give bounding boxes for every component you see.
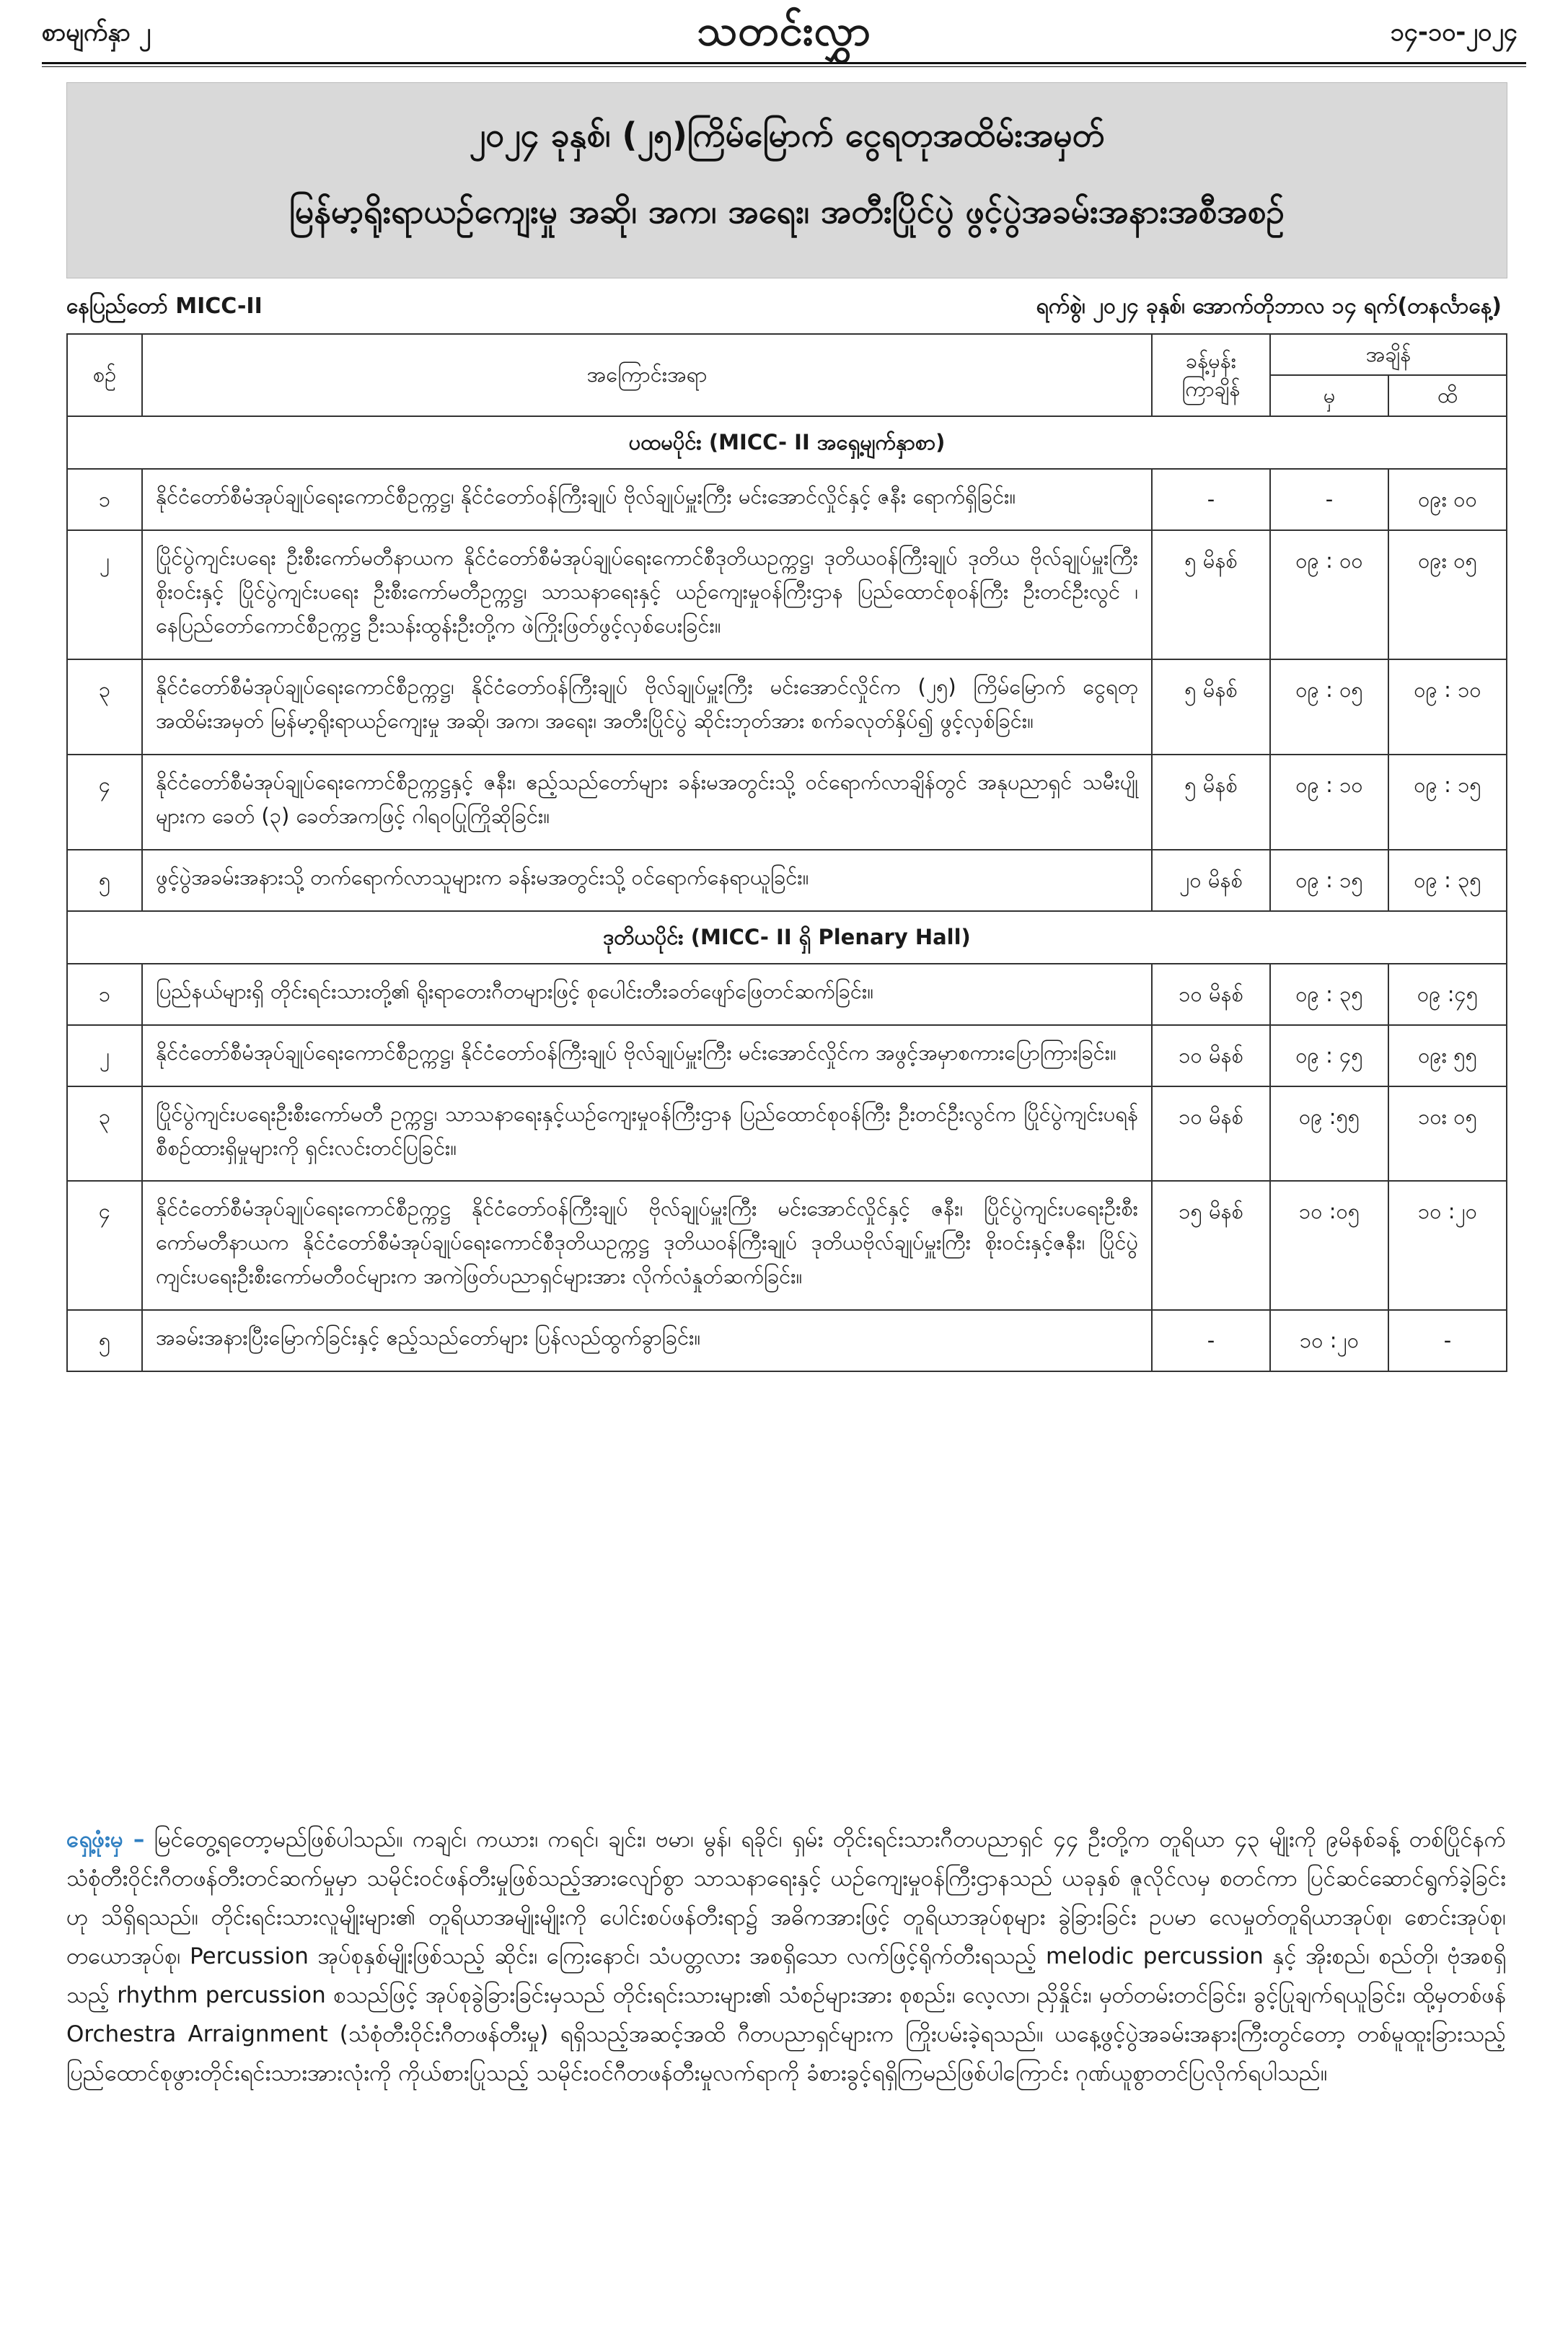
- row-end-time: ၁၀း ၀၅: [1388, 1086, 1507, 1182]
- row-number: ၅: [67, 850, 142, 911]
- row-start-time: ၁၀ :၀၅: [1270, 1181, 1388, 1310]
- row-start-time: -: [1270, 469, 1388, 530]
- table-row: [67, 1310, 1507, 1371]
- row-end-time: ၀၉း ၀၀: [1388, 469, 1507, 530]
- row-duration: ၁၅ မိနစ်: [1152, 1181, 1270, 1310]
- row-description: နိုင်ငံတော်စီမံအုပ်ချုပ်ရေးကောင်စီဥက္ကဋ္ဌနှင့် ဇနီး၊ ဧည့်သည်တော်များ ခန်းမအတွင်းသို့ ဝင်ရောက်လာချိန်တွင် အနုပညာရှင် သမီးပျိုများက ခေတ် (၃) ခေတ်အကဖြင့် ဂါရဝပြုကြိုဆိုခြင်း။: [142, 755, 1152, 850]
- row-duration: ၅ မိနစ်: [1152, 755, 1270, 850]
- row-number: ၃: [67, 659, 142, 755]
- row-duration: -: [1152, 469, 1270, 530]
- row-start-time: ၁၀ :၂၀: [1270, 1310, 1388, 1371]
- row-number: ၅: [67, 1310, 142, 1371]
- newsletter-masthead: သတင်းလွှာ: [697, 6, 871, 55]
- row-number: ၄: [67, 1181, 142, 1310]
- page-number: စာမျက်နှာ ၂: [42, 18, 151, 47]
- header-time: အချိန်: [1270, 334, 1507, 375]
- row-description: နိုင်ငံတော်စီမံအုပ်ချုပ်ရေးကောင်စီဥက္ကဋ္ဌ နိုင်ငံတော်ဝန်ကြီးချုပ် ဗိုလ်ချုပ်မှူးကြီး မင်းအောင်လှိုင်နှင့် ဇနီး၊ ပြိုင်ပွဲကျင်းပရေးဦးစီးကော်မတီနာယက နိုင်ငံတော်စီမံအုပ်ချုပ်ရေးကောင်စီဒုတိယဥက္ကဋ္ဌ ဒုတိယဝန်ကြီးချုပ် ဒုတိယဗိုလ်ချုပ်မှူးကြီး စိုးဝင်းနှင့်ဇနီး၊ ပြိုင်ပွဲကျင်းပရေးဦးစီးကော်မတီဝင်များက အကဲဖြတ်ပညာရှင်များအား လိုက်လံနှုတ်ဆက်ခြင်း။: [142, 1181, 1152, 1310]
- table-row: [67, 469, 1507, 530]
- row-end-time: ၀၉း ၀၅: [1388, 530, 1507, 659]
- row-description: နိုင်ငံတော်စီမံအုပ်ချုပ်ရေးကောင်စီဥက္ကဋ္ဌ၊ နိုင်ငံတော်ဝန်ကြီးချုပ် ဗိုလ်ချုပ်မှူးကြီး မင်းအောင်လှိုင်က (၂၅) ကြိမ်မြောက် ငွေရတုအထိမ်းအမှတ် မြန်မာ့ရိုးရာယဉ်ကျေးမှု အဆို၊ အက၊ အရေး၊ အတီးပြိုင်ပွဲ ဆိုင်းဘုတ်အား စက်ခလုတ်နှိပ်၍ ဖွင့်လှစ်ခြင်း။: [142, 659, 1152, 755]
- row-start-time: ၀၉ : ၁၀: [1270, 755, 1388, 850]
- header-to: ထိ: [1388, 375, 1507, 416]
- row-number: ၂: [67, 1025, 142, 1086]
- table-row: [67, 659, 1507, 755]
- footer-text: မြင်တွေ့ရတော့မည်ဖြစ်ပါသည်။ ကချင်၊ ကယား၊ ကရင်၊ ချင်း၊ ဗမာ၊ မွန်၊ ရခိုင်၊ ရှမ်း တိုင်းရင်းသားဂီတပညာရှင် ၄၄ ဦးတို့က တူရိယာ ၄၃ မျိုးကို ၉မိနစ်ခန့် တစ်ပြိုင်နက် သံစုံတီးဝိုင်းဂီတဖန်တီးတင်ဆက်မှုမှာ သမိုင်းဝင်ဖန်တီးမှုဖြစ်သည့်အားလျော်စွာ သာသနာရေးနှင့် ယဉ်ကျေးမှုဝန်ကြီးဌာနသည် ယခုနှစ် ဇူလိုင်လမှ စတင်ကာ ပြင်ဆင်ဆောင်ရွက်ခဲ့ခြင်းဟု သိရှိရသည်။ တိုင်းရင်းသားလူမျိုးများ၏ တူရိယာအမျိုးမျိုးကို ပေါင်းစပ်ဖန်တီးရာ၌ အဓိကအားဖြင့် တူရိယာအုပ်စုများ ခွဲခြားခြင်း ဥပမာ လေမှုတ်တူရိယာအုပ်စု၊ စောင်းအုပ်စု၊ တယောအုပ်စု၊ Percussion အုပ်စုနှစ်မျိုးဖြစ်သည့် ဆိုင်း၊ ကြေးနောင်၊ သံပတ္တလား အစရှိသော လက်ဖြင့်ရိုက်တီးရသည့် melodic percussion နှင့် အိုးစည်၊ စည်တို၊ ဗုံအစရှိသည့် rhythm percussion စသည်ဖြင့် အုပ်စုခွဲခြားခြင်းမှသည် တိုင်းရင်းသားများ၏ သံစဉ်များအား စုစည်း၊ လေ့လာ၊ ညှိနှိုင်း၊ မှတ်တမ်းတင်ခြင်း၊ ခွင့်ပြုချက်ရယူခြင်း၊ ထို့မှတစ်ဖန် Orchestra Arraignment (သံစုံတီးဝိုင်းဂီတဖန်တီးမှု) ရရှိသည့်အဆင့်အထိ ဂီတပညာရှင်များက ကြိုးပမ်းခဲ့ရသည်။ ယနေ့ဖွင့်ပွဲအခမ်းအနားကြီးတွင်တော့ တစ်မူထူးခြားသည့် ပြည်ထောင်စုဖွားတိုင်းရင်းသားအားလုံးကို ကိုယ်စားပြုသည့် သမိုင်းဝင်ဂီတဖန်တီးမှုလက်ရာကို ခံစားခွင့်ရရှိကြမည်ဖြစ်ပါကြောင်း ဂုဏ်ယူစွာတင်ပြလိုက်ရပါသည်။: [66, 1827, 1506, 2086]
- row-start-time: ၀၉ : ၃၅: [1270, 964, 1388, 1025]
- header-duration: ခန့်မှန်း ကြာချိန်: [1152, 334, 1270, 416]
- header-no: စဉ်: [67, 334, 142, 416]
- row-duration: ၅ မိနစ်: [1152, 530, 1270, 659]
- row-description: ဖွင့်ပွဲအခမ်းအနားသို့ တက်ရောက်လာသူများက ခန်းမအတွင်းသို့ ဝင်ရောက်နေရာယူခြင်း။: [142, 850, 1152, 911]
- row-end-time: ၀၉ : ၁၀: [1388, 659, 1507, 755]
- table-row: [67, 850, 1507, 911]
- row-description: ပြိုင်ပွဲကျင်းပရေး ဦးစီးကော်မတီနာယက နိုင်ငံတော်စီမံအုပ်ချုပ်ရေးကောင်စီဒုတိယဥက္ကဋ္ဌ၊ ဒုတိယဝန်ကြီးချုပ် ဒုတိယ ဗိုလ်ချုပ်မှူးကြီး စိုးဝင်းနှင့် ပြိုင်ပွဲကျင်းပရေး ဦးစီးကော်မတီဥက္ကဋ္ဌ၊ သာသနာရေးနှင့် ယဉ်ကျေးမှုဝန်ကြီးဌာန ပြည်ထောင်စုဝန်ကြီး ဦးတင်ဦးလွင် ၊ နေပြည်တော်ကောင်စီဥက္ကဋ္ဌ ဦးသန်းထွန်းဦးတို့က ဖဲကြိုးဖြတ်ဖွင့်လှစ်ပေးခြင်း။: [142, 530, 1152, 659]
- row-start-time: ၀၉ : ၀၀: [1270, 530, 1388, 659]
- section-title: ပထမပိုင်း (MICC- II အရှေ့မျက်နှာစာ): [67, 416, 1507, 469]
- table-row: [67, 1181, 1507, 1310]
- row-start-time: ၀၉ :၅၅: [1270, 1086, 1388, 1182]
- row-number: ၁: [67, 964, 142, 1025]
- row-duration: ၁၀ မိနစ်: [1152, 964, 1270, 1025]
- section-title: ဒုတိယပိုင်း (MICC- II ရှိ Plenary Hall): [67, 911, 1507, 964]
- schedule-table: [66, 333, 1507, 1372]
- row-end-time: -: [1388, 1310, 1507, 1371]
- row-end-time: ၁၀ :၂၀: [1388, 1181, 1507, 1310]
- row-description: ပြိုင်ပွဲကျင်းပရေးဦးစီးကော်မတီ ဥက္ကဋ္ဌ၊ သာသနာရေးနှင့်ယဉ်ကျေးမှုဝန်ကြီးဌာန ပြည်ထောင်စုဝန်ကြီး ဦးတင်ဦးလွင်က ပြိုင်ပွဲကျင်းပရန် စီစဉ်ထားရှိမှုများကို ရှင်းလင်းတင်ပြခြင်း။: [142, 1086, 1152, 1182]
- row-end-time: ၀၉ : ၃၅: [1388, 850, 1507, 911]
- header-rule-thin: [42, 66, 1526, 67]
- row-start-time: ၀၉ : ၄၅: [1270, 1025, 1388, 1086]
- row-end-time: ၀၉ : ၁၅: [1388, 755, 1507, 850]
- row-duration: ၂၀ မိနစ်: [1152, 850, 1270, 911]
- event-date-label: ရက်စွဲ၊ ၂၀၂၄ ခုနှစ်၊ အောက်တိုဘာလ ၁၄ ရက်(တနင်္လာနေ့): [1036, 294, 1502, 319]
- table-row: [67, 755, 1507, 850]
- row-start-time: ၀၉ : ၀၅: [1270, 659, 1388, 755]
- row-number: ၁: [67, 469, 142, 530]
- row-duration: ၁၀ မိနစ်: [1152, 1086, 1270, 1182]
- table-row: [67, 1025, 1507, 1086]
- row-end-time: ၀၉ :၄၅: [1388, 964, 1507, 1025]
- table-row: [67, 1086, 1507, 1182]
- issue-date: ၁၄-၁၀-၂၀၂၄: [1390, 18, 1518, 47]
- row-description: ပြည်နယ်များရှိ တိုင်းရင်းသားတို့၏ ရိုးရာတေးဂီတများဖြင့် စုပေါင်းတီးခတ်ဖျော်ဖြေတင်ဆက်ခြင်း။: [142, 964, 1152, 1025]
- title-line-1: ၂၀၂၄ ခုနှစ်၊ (၂၅)ကြိမ်မြောက် ငွေရတုအထိမ်းအမှတ်: [469, 115, 1105, 154]
- row-start-time: ၀၉ : ၁၅: [1270, 850, 1388, 911]
- row-description: နိုင်ငံတော်စီမံအုပ်ချုပ်ရေးကောင်စီဥက္ကဋ္ဌ၊ နိုင်ငံတော်ဝန်ကြီးချုပ် ဗိုလ်ချုပ်မှူးကြီး မင်းအောင်လှိုင်နှင့် ဇနီး ရောက်ရှိခြင်း။: [142, 469, 1152, 530]
- schedule-body: [67, 416, 1507, 1371]
- row-number: ၄: [67, 755, 142, 850]
- row-duration: ၅ မိနစ်: [1152, 659, 1270, 755]
- footer-article: [66, 1821, 1506, 2093]
- table-header-row: [67, 334, 1507, 375]
- header-from: မှ: [1270, 375, 1388, 416]
- venue-label: နေပြည်တော် MICC-II: [66, 294, 263, 319]
- title-line-2: မြန်မာ့ရိုးရာယဉ်ကျေးမှု အဆို၊ အက၊ အရေး၊ အတီးပြိုင်ပွဲ ဖွင့်ပွဲအခမ်းအနားအစီအစဉ်: [289, 192, 1285, 231]
- table-row: [67, 530, 1507, 659]
- row-description: နိုင်ငံတော်စီမံအုပ်ချုပ်ရေးကောင်စီဥက္ကဋ္ဌ၊ နိုင်ငံတော်ဝန်ကြီးချုပ် ဗိုလ်ချုပ်မှူးကြီး မင်းအောင်လှိုင်က အဖွင့်အမှာစကားပြောကြားခြင်း။: [142, 1025, 1152, 1086]
- row-number: ၃: [67, 1086, 142, 1182]
- row-duration: -: [1152, 1310, 1270, 1371]
- row-number: ၂: [67, 530, 142, 659]
- footer-lead: ရှေ့ဖုံးမှ –: [66, 1827, 145, 1852]
- section-header-row: [67, 416, 1507, 469]
- row-end-time: ၀၉း ၅၅: [1388, 1025, 1507, 1086]
- title-banner: [66, 82, 1507, 278]
- row-description: အခမ်းအနားပြီးမြောက်ခြင်းနှင့် ဧည့်သည်တော်များ ပြန်လည်ထွက်ခွာခြင်း။: [142, 1310, 1152, 1371]
- table-row: [67, 964, 1507, 1025]
- header-rule: [42, 62, 1526, 64]
- header-description: အကြောင်းအရာ: [142, 334, 1152, 416]
- section-header-row: [67, 911, 1507, 964]
- row-duration: ၁၀ မိနစ်: [1152, 1025, 1270, 1086]
